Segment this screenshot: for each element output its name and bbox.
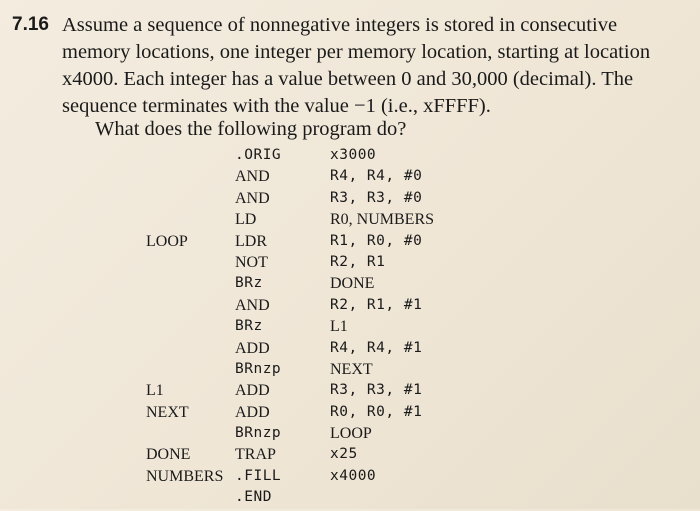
instruction-operands: LOOP xyxy=(330,425,372,443)
program-line xyxy=(0,404,700,425)
instruction-label: L1 xyxy=(146,382,164,400)
program-line xyxy=(0,168,700,189)
instruction-operands: DONE xyxy=(330,275,375,293)
instruction-opcode: ADD xyxy=(235,339,270,357)
instruction-operands: NEXT xyxy=(330,360,373,378)
instruction-opcode: AND xyxy=(235,296,270,314)
instruction-operands: R2, R1, #1 xyxy=(330,296,423,313)
instruction-opcode: BRz xyxy=(235,318,263,335)
program-line xyxy=(0,425,700,446)
program-line xyxy=(0,318,700,339)
instruction-opcode: BRz xyxy=(235,275,263,292)
problem-question: What does the following program do? xyxy=(95,118,407,140)
instruction-opcode: BRnzp xyxy=(235,425,282,442)
instruction-operands: R2, R1 xyxy=(330,253,386,270)
program-line xyxy=(0,446,700,467)
statement-line: x4000. Each integer has a value between 0 and 30,000 (decimal). The xyxy=(62,68,634,90)
instruction-opcode: TRAP xyxy=(235,446,276,464)
problem-statement xyxy=(62,12,692,120)
program-line xyxy=(0,297,700,318)
instruction-opcode: ADD xyxy=(235,403,270,421)
instruction-opcode: AND xyxy=(235,168,270,186)
program-line xyxy=(0,275,700,296)
instruction-opcode: .FILL xyxy=(235,467,282,484)
program-line xyxy=(0,489,700,510)
program-line xyxy=(0,382,700,403)
program-line xyxy=(0,147,700,168)
instruction-operands: x3000 xyxy=(330,147,377,163)
instruction-operands: L1 xyxy=(330,318,348,336)
instruction-operands: R0, R0, #1 xyxy=(330,403,423,420)
program-line xyxy=(0,233,700,254)
statement-line: sequence terminates with the value −1 (i.e., xFFFF). xyxy=(62,95,491,117)
instruction-opcode: AND xyxy=(235,189,270,207)
program-line xyxy=(0,211,700,232)
program-line xyxy=(0,340,700,361)
instruction-operands: R1, R0, #0 xyxy=(330,232,423,249)
instruction-opcode: ADD xyxy=(235,382,270,400)
instruction-opcode: LD xyxy=(235,211,257,229)
instruction-opcode: LDR xyxy=(235,232,267,250)
statement-line: Assume a sequence of nonnegative integers is stored in consecutive xyxy=(62,14,618,36)
instruction-label: DONE xyxy=(146,446,191,464)
statement-line: memory locations, one integer per memory location, starting at location xyxy=(62,41,651,63)
instruction-operands: R3, R3, #0 xyxy=(330,189,423,206)
program-line xyxy=(0,254,700,275)
instruction-label: LOOP xyxy=(146,232,188,250)
instruction-opcode: .END xyxy=(235,489,272,506)
instruction-operands: R3, R3, #1 xyxy=(330,382,423,399)
instruction-label: NUMBERS xyxy=(146,467,224,485)
instruction-label: NEXT xyxy=(146,403,189,421)
problem-number: 7.16 xyxy=(12,14,49,35)
instruction-operands: x25 xyxy=(330,446,358,463)
instruction-opcode: NOT xyxy=(235,253,268,271)
instruction-operands: R0, NUMBERS xyxy=(330,211,435,229)
instruction-opcode: .ORIG xyxy=(235,147,282,163)
program-line xyxy=(0,468,700,489)
instruction-operands: R4, R4, #0 xyxy=(330,168,423,185)
instruction-operands: R4, R4, #1 xyxy=(330,339,423,356)
program-line xyxy=(0,361,700,382)
instruction-opcode: BRnzp xyxy=(235,360,282,377)
program-line xyxy=(0,190,700,211)
instruction-operands: x4000 xyxy=(330,467,377,484)
program-listing xyxy=(0,147,700,511)
